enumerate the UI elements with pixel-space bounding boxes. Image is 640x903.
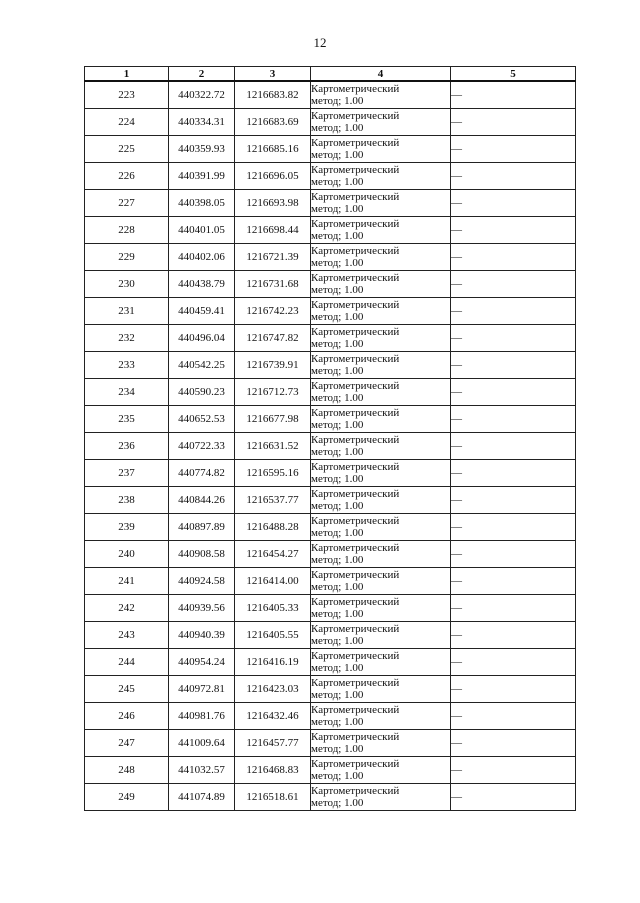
method-accuracy: метод; 1.00 xyxy=(311,608,364,620)
note-cell: — xyxy=(451,379,576,406)
table-row xyxy=(85,136,576,163)
x-coordinate-cell: 440972.81 xyxy=(169,676,235,703)
method-name: Картометрический xyxy=(311,407,400,419)
table-row xyxy=(85,190,576,217)
table-row xyxy=(85,730,576,757)
table-row xyxy=(85,81,576,109)
method-accuracy: метод; 1.00 xyxy=(311,203,364,215)
point-number-cell: 241 xyxy=(85,568,169,595)
method-accuracy: метод; 1.00 xyxy=(311,338,364,350)
method-accuracy: метод; 1.00 xyxy=(311,743,364,755)
x-coordinate-cell: 440908.58 xyxy=(169,541,235,568)
x-coordinate-cell: 440438.79 xyxy=(169,271,235,298)
method-accuracy: метод; 1.00 xyxy=(311,500,364,512)
method-accuracy: метод; 1.00 xyxy=(311,149,364,161)
table-row xyxy=(85,109,576,136)
note-cell: — xyxy=(451,109,576,136)
note-cell: — xyxy=(451,325,576,352)
method-accuracy: метод; 1.00 xyxy=(311,419,364,431)
method-cell xyxy=(311,217,451,244)
x-coordinate-cell: 440939.56 xyxy=(169,595,235,622)
x-coordinate-cell: 440924.58 xyxy=(169,568,235,595)
x-coordinate-cell: 440542.25 xyxy=(169,352,235,379)
x-coordinate-cell: 440391.99 xyxy=(169,163,235,190)
method-accuracy: метод; 1.00 xyxy=(311,176,364,188)
point-number-cell: 234 xyxy=(85,379,169,406)
method-name: Картометрический xyxy=(311,488,400,500)
method-cell xyxy=(311,622,451,649)
y-coordinate-cell: 1216537.77 xyxy=(235,487,311,514)
note-cell: — xyxy=(451,406,576,433)
method-cell xyxy=(311,190,451,217)
x-coordinate-cell: 441032.57 xyxy=(169,757,235,784)
method-cell xyxy=(311,352,451,379)
y-coordinate-cell: 1216683.69 xyxy=(235,109,311,136)
method-accuracy: метод; 1.00 xyxy=(311,392,364,404)
method-name: Картометрический xyxy=(311,299,400,311)
note-cell: — xyxy=(451,784,576,811)
table-row xyxy=(85,406,576,433)
method-accuracy: метод; 1.00 xyxy=(311,527,364,539)
method-name: Картометрический xyxy=(311,677,400,689)
y-coordinate-cell: 1216739.91 xyxy=(235,352,311,379)
method-accuracy: метод; 1.00 xyxy=(311,716,364,728)
x-coordinate-cell: 440359.93 xyxy=(169,136,235,163)
table-row xyxy=(85,784,576,811)
method-name: Картометрический xyxy=(311,596,400,608)
x-coordinate-cell: 440334.31 xyxy=(169,109,235,136)
method-name: Картометрический xyxy=(311,164,400,176)
note-cell: — xyxy=(451,541,576,568)
method-cell xyxy=(311,379,451,406)
method-name: Картометрический xyxy=(311,110,400,122)
method-cell xyxy=(311,325,451,352)
note-cell: — xyxy=(451,514,576,541)
y-coordinate-cell: 1216683.82 xyxy=(235,81,311,109)
y-coordinate-cell: 1216631.52 xyxy=(235,433,311,460)
x-coordinate-cell: 440774.82 xyxy=(169,460,235,487)
x-coordinate-cell: 440981.76 xyxy=(169,703,235,730)
method-cell xyxy=(311,433,451,460)
method-accuracy: метод; 1.00 xyxy=(311,365,364,377)
table-row xyxy=(85,163,576,190)
point-number-cell: 224 xyxy=(85,109,169,136)
x-coordinate-cell: 440844.26 xyxy=(169,487,235,514)
x-coordinate-cell: 440401.05 xyxy=(169,217,235,244)
note-cell: — xyxy=(451,703,576,730)
y-coordinate-cell: 1216677.98 xyxy=(235,406,311,433)
method-name: Картометрический xyxy=(311,461,400,473)
method-name: Картометрический xyxy=(311,218,400,230)
note-cell: — xyxy=(451,622,576,649)
point-number-cell: 245 xyxy=(85,676,169,703)
y-coordinate-cell: 1216457.77 xyxy=(235,730,311,757)
method-cell xyxy=(311,649,451,676)
method-name: Картометрический xyxy=(311,731,400,743)
method-name: Картометрический xyxy=(311,542,400,554)
header-col-3: 3 xyxy=(235,67,311,82)
table-row xyxy=(85,244,576,271)
method-cell xyxy=(311,460,451,487)
note-cell: — xyxy=(451,568,576,595)
note-cell: — xyxy=(451,163,576,190)
method-cell xyxy=(311,487,451,514)
point-number-cell: 237 xyxy=(85,460,169,487)
method-cell xyxy=(311,595,451,622)
y-coordinate-cell: 1216416.19 xyxy=(235,649,311,676)
method-accuracy: метод; 1.00 xyxy=(311,257,364,269)
method-name: Картометрический xyxy=(311,380,400,392)
method-name: Картометрический xyxy=(311,353,400,365)
note-cell: — xyxy=(451,649,576,676)
method-name: Картометрический xyxy=(311,83,400,95)
y-coordinate-cell: 1216488.28 xyxy=(235,514,311,541)
method-accuracy: метод; 1.00 xyxy=(311,554,364,566)
method-cell xyxy=(311,109,451,136)
x-coordinate-cell: 440496.04 xyxy=(169,325,235,352)
method-accuracy: метод; 1.00 xyxy=(311,230,364,242)
point-number-cell: 226 xyxy=(85,163,169,190)
point-number-cell: 238 xyxy=(85,487,169,514)
x-coordinate-cell: 440459.41 xyxy=(169,298,235,325)
table-row xyxy=(85,379,576,406)
method-accuracy: метод; 1.00 xyxy=(311,635,364,647)
method-name: Картометрический xyxy=(311,272,400,284)
method-cell xyxy=(311,298,451,325)
note-cell: — xyxy=(451,217,576,244)
note-cell: — xyxy=(451,244,576,271)
note-cell: — xyxy=(451,433,576,460)
y-coordinate-cell: 1216518.61 xyxy=(235,784,311,811)
y-coordinate-cell: 1216747.82 xyxy=(235,325,311,352)
note-cell: — xyxy=(451,352,576,379)
method-cell xyxy=(311,136,451,163)
header-col-5: 5 xyxy=(451,67,576,82)
point-number-cell: 233 xyxy=(85,352,169,379)
method-accuracy: метод; 1.00 xyxy=(311,311,364,323)
y-coordinate-cell: 1216432.46 xyxy=(235,703,311,730)
method-cell xyxy=(311,757,451,784)
header-col-2: 2 xyxy=(169,67,235,82)
y-coordinate-cell: 1216698.44 xyxy=(235,217,311,244)
method-cell xyxy=(311,703,451,730)
x-coordinate-cell: 440652.53 xyxy=(169,406,235,433)
table-row xyxy=(85,757,576,784)
x-coordinate-cell: 440897.89 xyxy=(169,514,235,541)
page-number: 12 xyxy=(313,35,327,50)
note-cell: — xyxy=(451,190,576,217)
table-row xyxy=(85,541,576,568)
x-coordinate-cell: 440940.39 xyxy=(169,622,235,649)
point-number-cell: 243 xyxy=(85,622,169,649)
table-row xyxy=(85,514,576,541)
table-row xyxy=(85,352,576,379)
method-accuracy: метод; 1.00 xyxy=(311,662,364,674)
y-coordinate-cell: 1216731.68 xyxy=(235,271,311,298)
point-number-cell: 244 xyxy=(85,649,169,676)
note-cell: — xyxy=(451,136,576,163)
method-cell xyxy=(311,244,451,271)
y-coordinate-cell: 1216405.33 xyxy=(235,595,311,622)
method-name: Картометрический xyxy=(311,191,400,203)
y-coordinate-cell: 1216721.39 xyxy=(235,244,311,271)
x-coordinate-cell: 441074.89 xyxy=(169,784,235,811)
method-name: Картометрический xyxy=(311,569,400,581)
table-row xyxy=(85,595,576,622)
y-coordinate-cell: 1216712.73 xyxy=(235,379,311,406)
table-body xyxy=(85,81,576,811)
coordinates-table xyxy=(84,66,576,811)
point-number-cell: 249 xyxy=(85,784,169,811)
method-cell xyxy=(311,406,451,433)
y-coordinate-cell: 1216454.27 xyxy=(235,541,311,568)
table-row xyxy=(85,460,576,487)
method-name: Картометрический xyxy=(311,137,400,149)
table-row xyxy=(85,676,576,703)
method-cell xyxy=(311,784,451,811)
method-accuracy: метод; 1.00 xyxy=(311,689,364,701)
y-coordinate-cell: 1216742.23 xyxy=(235,298,311,325)
method-accuracy: метод; 1.00 xyxy=(311,473,364,485)
method-name: Картометрический xyxy=(311,434,400,446)
note-cell: — xyxy=(451,595,576,622)
x-coordinate-cell: 440722.33 xyxy=(169,433,235,460)
method-accuracy: метод; 1.00 xyxy=(311,446,364,458)
note-cell: — xyxy=(451,757,576,784)
table-row xyxy=(85,271,576,298)
table-row xyxy=(85,298,576,325)
method-cell xyxy=(311,271,451,298)
method-accuracy: метод; 1.00 xyxy=(311,284,364,296)
method-accuracy: метод; 1.00 xyxy=(311,122,364,134)
method-name: Картометрический xyxy=(311,245,400,257)
method-cell xyxy=(311,514,451,541)
y-coordinate-cell: 1216685.16 xyxy=(235,136,311,163)
header-col-1: 1 xyxy=(85,67,169,82)
point-number-cell: 228 xyxy=(85,217,169,244)
method-accuracy: метод; 1.00 xyxy=(311,581,364,593)
method-accuracy: метод; 1.00 xyxy=(311,770,364,782)
method-name: Картометрический xyxy=(311,515,400,527)
point-number-cell: 225 xyxy=(85,136,169,163)
point-number-cell: 223 xyxy=(85,81,169,109)
method-cell xyxy=(311,163,451,190)
point-number-cell: 230 xyxy=(85,271,169,298)
point-number-cell: 236 xyxy=(85,433,169,460)
x-coordinate-cell: 440590.23 xyxy=(169,379,235,406)
header-col-4: 4 xyxy=(311,67,451,82)
table-row xyxy=(85,217,576,244)
point-number-cell: 227 xyxy=(85,190,169,217)
method-accuracy: метод; 1.00 xyxy=(311,95,364,107)
x-coordinate-cell: 440954.24 xyxy=(169,649,235,676)
method-cell xyxy=(311,541,451,568)
table-row xyxy=(85,622,576,649)
note-cell: — xyxy=(451,298,576,325)
note-cell: — xyxy=(451,487,576,514)
note-cell: — xyxy=(451,730,576,757)
point-number-cell: 246 xyxy=(85,703,169,730)
y-coordinate-cell: 1216595.16 xyxy=(235,460,311,487)
x-coordinate-cell: 440322.72 xyxy=(169,81,235,109)
note-cell: — xyxy=(451,81,576,109)
point-number-cell: 239 xyxy=(85,514,169,541)
method-cell xyxy=(311,730,451,757)
point-number-cell: 248 xyxy=(85,757,169,784)
table-row xyxy=(85,568,576,595)
point-number-cell: 240 xyxy=(85,541,169,568)
y-coordinate-cell: 1216696.05 xyxy=(235,163,311,190)
method-cell xyxy=(311,81,451,109)
x-coordinate-cell: 440398.05 xyxy=(169,190,235,217)
point-number-cell: 242 xyxy=(85,595,169,622)
note-cell: — xyxy=(451,460,576,487)
table-row xyxy=(85,649,576,676)
table-row xyxy=(85,487,576,514)
method-cell xyxy=(311,568,451,595)
y-coordinate-cell: 1216693.98 xyxy=(235,190,311,217)
table-header-row xyxy=(85,67,576,82)
note-cell: — xyxy=(451,676,576,703)
table-row xyxy=(85,703,576,730)
y-coordinate-cell: 1216423.03 xyxy=(235,676,311,703)
method-name: Картометрический xyxy=(311,758,400,770)
y-coordinate-cell: 1216414.00 xyxy=(235,568,311,595)
table-row xyxy=(85,325,576,352)
method-name: Картометрический xyxy=(311,326,400,338)
method-name: Картометрический xyxy=(311,650,400,662)
method-accuracy: метод; 1.00 xyxy=(311,797,364,809)
x-coordinate-cell: 441009.64 xyxy=(169,730,235,757)
table-row xyxy=(85,433,576,460)
note-cell: — xyxy=(451,271,576,298)
y-coordinate-cell: 1216405.55 xyxy=(235,622,311,649)
point-number-cell: 232 xyxy=(85,325,169,352)
method-name: Картометрический xyxy=(311,623,400,635)
x-coordinate-cell: 440402.06 xyxy=(169,244,235,271)
method-name: Картометрический xyxy=(311,704,400,716)
method-name: Картометрический xyxy=(311,785,400,797)
point-number-cell: 231 xyxy=(85,298,169,325)
point-number-cell: 229 xyxy=(85,244,169,271)
y-coordinate-cell: 1216468.83 xyxy=(235,757,311,784)
point-number-cell: 247 xyxy=(85,730,169,757)
point-number-cell: 235 xyxy=(85,406,169,433)
method-cell xyxy=(311,676,451,703)
